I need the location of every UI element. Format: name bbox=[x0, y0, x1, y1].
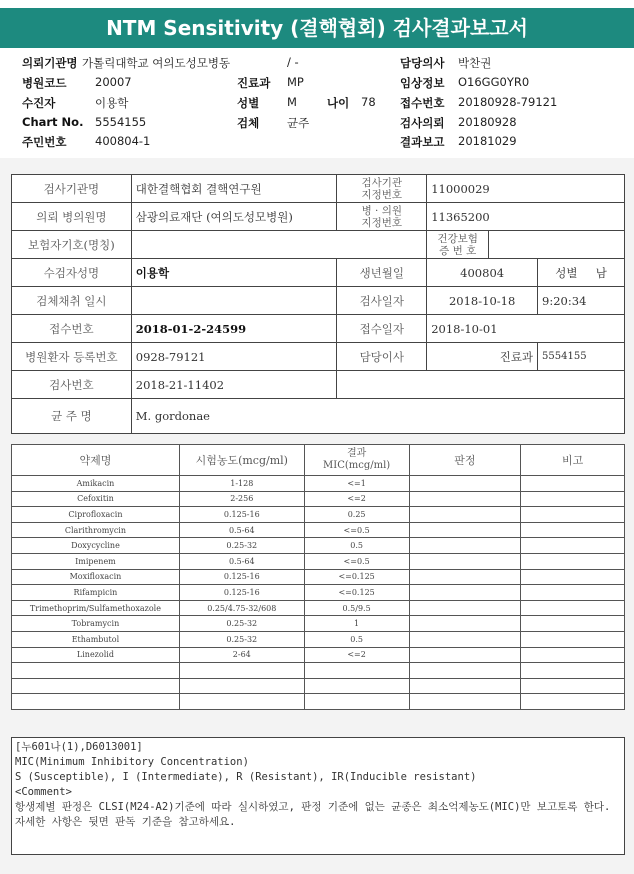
cell-note bbox=[521, 569, 625, 585]
doctor-value: 박찬권 bbox=[458, 56, 492, 70]
cell-range: 0.25-32 bbox=[179, 538, 304, 554]
hospital-registration-value: 0928-79121 bbox=[131, 343, 337, 371]
cell-mic: 0.5 bbox=[304, 538, 409, 554]
cell-judge bbox=[409, 585, 521, 601]
health-insurance-label: 건강보험 증 번 호 bbox=[427, 231, 489, 259]
patient-name-value: 이용학 bbox=[131, 259, 337, 287]
comment-heading: <Comment> bbox=[15, 786, 72, 798]
lab-code-label: 검사기관 지정번호 bbox=[337, 175, 427, 203]
cell-note bbox=[521, 507, 625, 523]
comment-legend: S (Susceptible), I (Intermediate), R (Resistant), IR(Inducible resistant) bbox=[15, 771, 477, 783]
cell-drug: Ethambutol bbox=[12, 631, 180, 647]
cell-drug: Doxycycline bbox=[12, 538, 180, 554]
cell-mic bbox=[304, 694, 409, 710]
sex-label: 성별 bbox=[237, 96, 260, 110]
patient-sex-label: 성별 bbox=[555, 265, 578, 280]
report-date-label: 결과보고 bbox=[400, 135, 445, 149]
cell-drug: Trimethoprim/Sulfamethoxazole bbox=[12, 600, 180, 616]
cell-range: 0.25/4.75-32/608 bbox=[179, 600, 304, 616]
clinical-info-value: O16GG0YR0 bbox=[458, 75, 530, 89]
cell-drug: Clarithromycin bbox=[12, 522, 180, 538]
cell-drug bbox=[12, 678, 180, 694]
table-row-empty bbox=[12, 663, 625, 679]
cell-mic: 0.25 bbox=[304, 507, 409, 523]
cell-drug: Imipenem bbox=[12, 553, 180, 569]
lab-code-value: 11000029 bbox=[427, 175, 625, 203]
patient-sex-value: 남 bbox=[595, 265, 607, 280]
collection-time-value bbox=[131, 287, 337, 315]
cell-mic: <=1 bbox=[304, 476, 409, 492]
comment-box bbox=[11, 737, 625, 855]
age-value: 78 bbox=[361, 95, 376, 109]
cell-judge bbox=[409, 678, 521, 694]
table-row bbox=[12, 647, 625, 663]
cell-note bbox=[521, 678, 625, 694]
cell-mic: 0.5 bbox=[304, 631, 409, 647]
cell-drug: Linezolid bbox=[12, 647, 180, 663]
sensitivity-table bbox=[11, 444, 625, 710]
health-insurance-value bbox=[489, 231, 625, 259]
reception-number-value: 20180928-79121 bbox=[458, 95, 558, 109]
cell-judge bbox=[409, 616, 521, 632]
cell-drug: Amikacin bbox=[12, 476, 180, 492]
cell-drug: Moxifloxacin bbox=[12, 569, 180, 585]
table-row bbox=[12, 476, 625, 492]
resident-number-label: 주민번호 bbox=[22, 135, 67, 149]
cell-drug bbox=[12, 694, 180, 710]
empty-cell bbox=[337, 371, 625, 399]
lab-info-table bbox=[11, 174, 625, 434]
cell-drug: Rifampicin bbox=[12, 585, 180, 601]
cell-mic: <=0.125 bbox=[304, 569, 409, 585]
cell-drug: Ciprofloxacin bbox=[12, 507, 180, 523]
hospital-code-value: 20007 bbox=[95, 75, 132, 89]
birthdate-value: 400804 bbox=[427, 259, 538, 287]
table-row bbox=[12, 553, 625, 569]
patient-label: 수진자 bbox=[22, 96, 56, 110]
patient-value: 이용학 bbox=[95, 96, 129, 110]
table-row bbox=[12, 507, 625, 523]
requesting-hospital-label: 의뢰 병의원명 bbox=[12, 203, 132, 231]
header-drug: 약제명 bbox=[12, 445, 180, 476]
species-value: M. gordonae bbox=[131, 399, 624, 434]
reception-date-value: 2018-10-01 bbox=[427, 315, 625, 343]
hospital-code-value-cell: 11365200 bbox=[427, 203, 625, 231]
clinical-info-label: 임상정보 bbox=[400, 76, 445, 90]
resident-number-value: 400804-1 bbox=[95, 134, 151, 148]
header-test-concentration: 시험농도(mcg/ml) bbox=[179, 445, 304, 476]
cell-range: 0.5-64 bbox=[179, 553, 304, 569]
chart-no-label: Chart No. bbox=[22, 115, 84, 129]
cell-mic: <=2 bbox=[304, 491, 409, 507]
cell-note bbox=[521, 663, 625, 679]
cell-range bbox=[179, 694, 304, 710]
cell-range: 0.25-32 bbox=[179, 631, 304, 647]
reception-no-label: 접수번호 bbox=[12, 315, 132, 343]
comment-body: 항생제별 판정은 CLSI(M24-A2)기준에 따라 실시하였고, 판정 기준에 없는 균종은 최소억제농도(MIC)만 보고토록 한다. 자세한 사항은 뒷면 판독 기준을 참고하세요. bbox=[15, 801, 611, 828]
hospital-code-label-cell: 병 · 의원 지정번호 bbox=[337, 203, 427, 231]
cell-range: 1-128 bbox=[179, 476, 304, 492]
table-row bbox=[12, 616, 625, 632]
director-label: 담당이사 bbox=[337, 343, 427, 371]
test-date-label: 검사일자 bbox=[337, 287, 427, 315]
cell-mic: <=0.125 bbox=[304, 585, 409, 601]
cell-note bbox=[521, 616, 625, 632]
cell-drug: Tobramycin bbox=[12, 616, 180, 632]
test-time-value: 9:20:34 bbox=[538, 287, 625, 315]
cell-note bbox=[521, 647, 625, 663]
test-date-value: 2018-10-18 bbox=[427, 287, 538, 315]
table-row bbox=[12, 538, 625, 554]
cell-drug: Cefoxitin bbox=[12, 491, 180, 507]
department-value: MP bbox=[287, 75, 304, 89]
header-interpretation: 판정 bbox=[409, 445, 521, 476]
test-number-label: 검사번호 bbox=[12, 371, 132, 399]
cell-mic: 0.5/9.5 bbox=[304, 600, 409, 616]
cell-judge bbox=[409, 538, 521, 554]
lab-org-value: 대한결핵협회 결핵연구원 bbox=[131, 175, 337, 203]
cell-range: 2-64 bbox=[179, 647, 304, 663]
cell-mic bbox=[304, 678, 409, 694]
chart-no-value: 5554155 bbox=[95, 115, 147, 129]
test-number-value: 2018-21-11402 bbox=[131, 371, 337, 399]
cell-judge bbox=[409, 663, 521, 679]
cell-judge bbox=[409, 553, 521, 569]
request-date-value: 20180928 bbox=[458, 115, 517, 129]
species-label: 균 주 명 bbox=[12, 399, 132, 434]
table-row bbox=[12, 491, 625, 507]
cell-judge bbox=[409, 600, 521, 616]
cell-note bbox=[521, 694, 625, 710]
collection-time-label: 검체채취 일시 bbox=[12, 287, 132, 315]
cell-judge bbox=[409, 631, 521, 647]
cell-mic: <=2 bbox=[304, 647, 409, 663]
cell-note bbox=[521, 600, 625, 616]
insurer-value bbox=[131, 231, 426, 259]
cell-range: 2-256 bbox=[179, 491, 304, 507]
requesting-hospital-value: 삼광의료재단 (여의도성모병원) bbox=[131, 203, 337, 231]
hospital-registration-label: 병원환자 등록번호 bbox=[12, 343, 132, 371]
reception-number-label: 접수번호 bbox=[400, 96, 445, 110]
cell-range: 0.25-32 bbox=[179, 616, 304, 632]
table-row-empty bbox=[12, 678, 625, 694]
header-remarks: 비고 bbox=[521, 445, 625, 476]
cell-mic: <=0.5 bbox=[304, 553, 409, 569]
specimen-label: 검체 bbox=[237, 116, 260, 130]
cell-note bbox=[521, 538, 625, 554]
cell-range bbox=[179, 663, 304, 679]
cell-note bbox=[521, 553, 625, 569]
cell-note bbox=[521, 522, 625, 538]
institution-slash: / - bbox=[287, 55, 299, 69]
report-date-value: 20181029 bbox=[458, 134, 517, 148]
table-row-empty bbox=[12, 694, 625, 710]
patient-sex-cell bbox=[538, 259, 625, 287]
cell-note bbox=[521, 631, 625, 647]
table-row bbox=[12, 522, 625, 538]
cell-note bbox=[521, 585, 625, 601]
cell-range bbox=[179, 678, 304, 694]
cell-mic bbox=[304, 663, 409, 679]
patient-name-label: 수검자성명 bbox=[12, 259, 132, 287]
insurer-label: 보험자기호(명칭) bbox=[12, 231, 132, 259]
department-label: 진료과 bbox=[237, 76, 271, 90]
sex-value: M bbox=[287, 95, 297, 109]
reception-no-value: 2018-01-2-24599 bbox=[131, 315, 337, 343]
cell-judge bbox=[409, 694, 521, 710]
cell-mic: <=0.5 bbox=[304, 522, 409, 538]
birthdate-label: 생년월일 bbox=[337, 259, 427, 287]
specimen-value: 균주 bbox=[287, 116, 310, 130]
cell-drug bbox=[12, 663, 180, 679]
table-row bbox=[12, 631, 625, 647]
institution-label: 의뢰기관명 bbox=[22, 56, 78, 70]
cell-note bbox=[521, 476, 625, 492]
comment-code: [누601나(1),D6013001] bbox=[15, 741, 143, 753]
cell-judge bbox=[409, 476, 521, 492]
cell-judge bbox=[409, 569, 521, 585]
table-row bbox=[12, 585, 625, 601]
table-row bbox=[12, 600, 625, 616]
cell-range: 0.125-16 bbox=[179, 507, 304, 523]
cell-range: 0.125-16 bbox=[179, 585, 304, 601]
chart-label-cell: 진료과 bbox=[427, 343, 538, 371]
lab-org-label: 검사기관명 bbox=[12, 175, 132, 203]
institution-value: 가톨릭대학교 여의도성모병동 bbox=[82, 56, 231, 70]
comment-mic-definition: MIC(Minimum Inhibitory Concentration) bbox=[15, 756, 249, 768]
age-label: 나이 bbox=[327, 96, 350, 110]
table-row bbox=[12, 569, 625, 585]
cell-judge bbox=[409, 491, 521, 507]
request-date-label: 검사의뢰 bbox=[400, 116, 445, 130]
report-title: NTM Sensitivity (결핵협회) 검사결과보고서 bbox=[0, 8, 634, 48]
cell-range: 0.5-64 bbox=[179, 522, 304, 538]
cell-range: 0.125-16 bbox=[179, 569, 304, 585]
hospital-code-label: 병원코드 bbox=[22, 76, 67, 90]
cell-note bbox=[521, 491, 625, 507]
chart-value-cell: 5554155 bbox=[538, 343, 625, 371]
reception-date-label: 접수일자 bbox=[337, 315, 427, 343]
header-result: 결과 MIC(mcg/ml) bbox=[304, 445, 409, 476]
cell-judge bbox=[409, 522, 521, 538]
cell-judge bbox=[409, 647, 521, 663]
cell-judge bbox=[409, 507, 521, 523]
doctor-label: 담당의사 bbox=[400, 56, 445, 70]
cell-mic: 1 bbox=[304, 616, 409, 632]
